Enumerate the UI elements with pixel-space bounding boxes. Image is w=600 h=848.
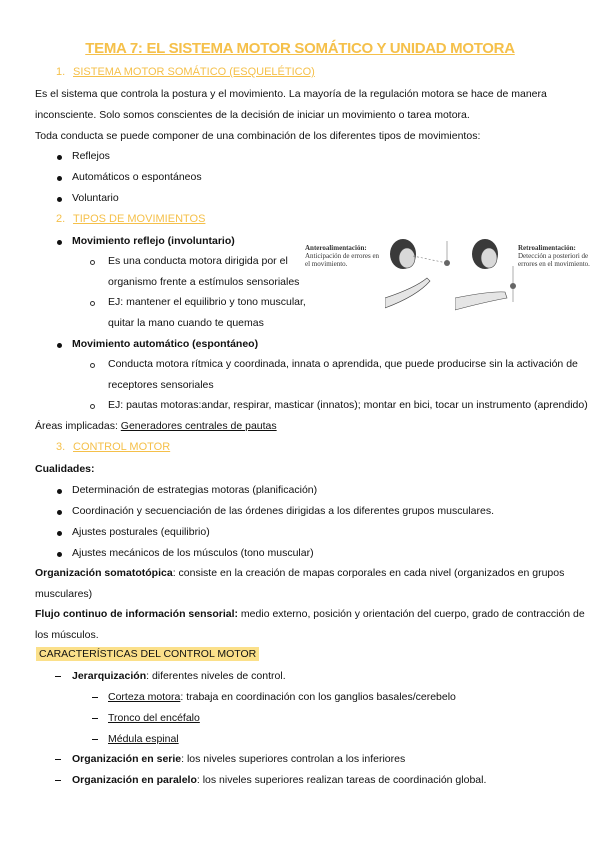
reflex-example-line-1: EJ: mantener el equilibrio y tono muscular, (108, 296, 306, 308)
list-item: Coordinación y secuenciación de las órdenes dirigidas a los diferentes grupos musculares. (72, 505, 494, 517)
feedback-label (518, 244, 596, 268)
section-1-heading: SISTEMA MOTOR SOMÁTICO (ESQUELÉTICO) (73, 66, 315, 78)
level-item (108, 691, 456, 703)
bullet-icon (57, 552, 62, 557)
list-item: Automáticos o espontáneos (72, 171, 202, 183)
bullet-icon (57, 489, 62, 494)
bullet-icon (57, 240, 62, 245)
section-1-number: 1. (56, 66, 66, 78)
list-item: Ajustes mecánicos de los músculos (tono muscular) (72, 547, 314, 559)
automatic-desc-line-1: Conducta motora rítmica y coordinada, innata o aprendida, que puede producirse sin la activación de (108, 358, 578, 370)
somatotopic-line-1 (35, 567, 564, 579)
qualities-label-text: Cualidades: (35, 463, 95, 475)
dash-bullet-icon (92, 739, 98, 740)
bullet-icon (57, 155, 62, 160)
characteristics-heading-text: CARACTERÍSTICAS DEL CONTROL MOTOR (36, 647, 259, 661)
sensory-flow-line-1 (35, 608, 585, 620)
bullet-icon (57, 510, 62, 515)
section-2-number: 2. (56, 213, 66, 225)
sensory-flow-text: medio externo, posición y orientación del cuerpo, grado de contracción de (238, 608, 585, 620)
bullet-icon (57, 531, 62, 536)
bullet-icon (57, 176, 62, 181)
feedback-illustration (455, 236, 519, 316)
dash-bullet-icon (55, 780, 61, 781)
section-1-paragraph-line-2: inconsciente. Solo somos conscientes de la decisión de iniciar un movimiento o tarea motora. (35, 109, 470, 121)
feedback-title: Retroalimentación: (518, 244, 576, 252)
hierarchy-label: Jerarquización (72, 670, 147, 682)
reflex-desc-line-2: organismo frente a estímulos sensoriales (108, 276, 300, 288)
section-1-paragraph-line-3: Toda conducta se puede componer de una combinación de los diferentes tipos de movimientos: (35, 130, 481, 142)
section-2-heading: TIPOS DE MOVIMIENTOS (73, 213, 206, 225)
dash-bullet-icon (55, 676, 61, 677)
bullet-icon (57, 343, 62, 348)
hierarchy-line (72, 670, 286, 682)
feedforward-label (305, 244, 380, 268)
sub-bullet-icon (90, 404, 95, 409)
feedforward-title: Anteroalimentación: (305, 244, 367, 252)
somatotopic-line-2: musculares) (35, 588, 93, 600)
serial-label: Organización en serie (72, 753, 182, 765)
automatic-example: EJ: pautas motoras:andar, respirar, masticar (innatos); montar en bici, tocar un instrumento (aprendido) (108, 399, 588, 411)
serial-text: : los niveles superiores controlan a los inferiores (181, 753, 406, 765)
section-3-heading: CONTROL MOTOR (73, 441, 171, 453)
section-1-paragraph-line-1: Es el sistema que controla la postura y el movimiento. La mayoría de la regulación motora se hace de manera (35, 88, 547, 100)
areas-link[interactable]: Generadores centrales de pautas (120, 420, 277, 432)
reflex-title (72, 235, 235, 247)
bullet-icon (57, 197, 62, 202)
dash-bullet-icon (92, 697, 98, 698)
level-name: Corteza motora (108, 691, 181, 703)
dash-bullet-icon (55, 759, 61, 760)
dash-bullet-icon (92, 718, 98, 719)
section-3-number: 3. (56, 441, 66, 453)
level-name: Médula espinal (108, 733, 179, 745)
parallel-label: Organización en paralelo (72, 774, 197, 786)
parallel-text: : los niveles superiores realizan tareas de coordinación global. (196, 774, 487, 786)
serial-line (72, 753, 405, 765)
level-item (108, 712, 200, 724)
feedforward-text: Anticipación de errores en el movimiento. (305, 252, 380, 268)
feedforward-illustration (385, 236, 455, 316)
automatic-title (72, 338, 258, 350)
sub-bullet-icon (90, 363, 95, 368)
feedback-text: Detección a posteriori de errores en el movimiento. (518, 252, 590, 268)
level-name: Tronco del encéfalo (108, 712, 200, 724)
level-desc: : trabaja en coordinación con los ganglios basales/cerebelo (180, 691, 456, 703)
sensory-flow-line-2: los músculos. (35, 629, 99, 641)
sensory-flow-label: Flujo continuo de información sensorial: (35, 608, 239, 620)
page-title: TEMA 7: EL SISTEMA MOTOR SOMÁTICO Y UNIDAD MOTORA (85, 40, 515, 57)
list-item: Determinación de estrategias motoras (planificación) (72, 484, 318, 496)
sub-bullet-icon (90, 301, 95, 306)
qualities-label (35, 463, 95, 475)
areas-label: Áreas implicadas: (35, 420, 121, 432)
list-item: Voluntario (72, 192, 119, 204)
reflex-title-text: Movimiento reflejo (involuntario) (72, 235, 235, 247)
automatic-desc-line-2: receptores sensoriales (108, 379, 214, 391)
somatotopic-label: Organización somatotópica (35, 567, 173, 579)
list-item: Reflejos (72, 150, 110, 162)
characteristics-heading (36, 648, 259, 660)
sub-bullet-icon (90, 260, 95, 265)
reflex-desc-line-1: Es una conducta motora dirigida por el (108, 255, 288, 267)
reflex-example-line-2: quitar la mano cuando te quemas (108, 317, 264, 329)
list-item: Ajustes posturales (equilibrio) (72, 526, 210, 538)
level-item (108, 733, 179, 745)
somatotopic-text: : consiste en la creación de mapas corporales en cada nivel (organizados en grupos (172, 567, 565, 579)
automatic-title-text: Movimiento automático (espontáneo) (72, 338, 259, 350)
areas-line (35, 420, 277, 432)
parallel-line (72, 774, 486, 786)
hierarchy-text: : diferentes niveles de control. (146, 670, 286, 682)
feedback-figure (305, 236, 595, 316)
